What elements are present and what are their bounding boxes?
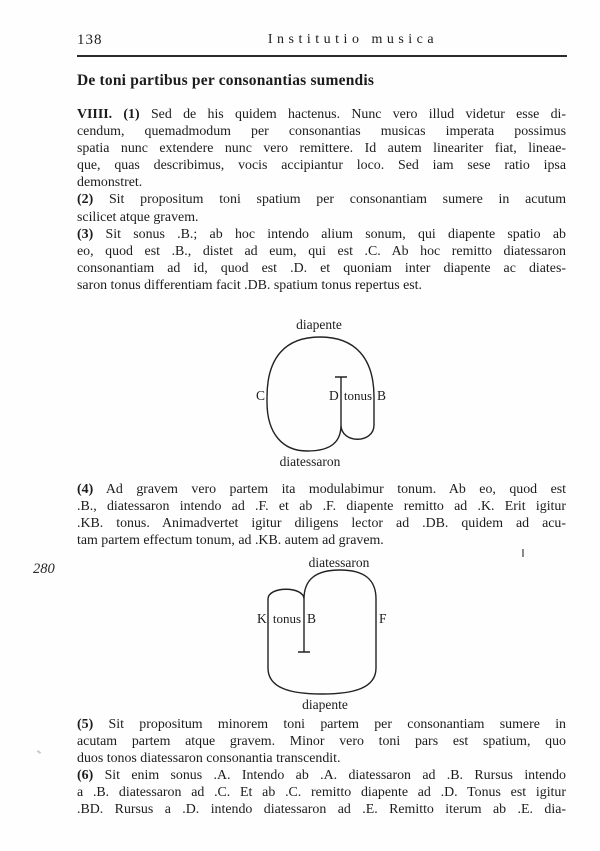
text-line: (6) Sit enim sonus .A. Intendo ab .A. diatessaron ad .B. Rursus intendo [77,768,566,784]
diagram1-letter-c: C [256,388,266,403]
text-line: scilicet atque gravem. [77,209,199,225]
diagram1-top-label: diapente [296,317,342,332]
scan-artifact-speck [37,750,41,754]
diagram1-tonus-label: tonus [343,388,373,403]
interval-diagram-acute [255,318,395,478]
scan-artifact-tick [522,549,524,557]
text-line: duos tonos diatessaron consonantia transcendit. [77,751,341,767]
text-line: .BD. Rursus a .D. intendo diatessaron ad .E. Remitto iterum ab .E. dia- [77,802,566,818]
diagram1-letter-b: B [377,388,387,403]
diagram1-letter-d: D [329,388,339,403]
text-line: (2) Sit propositum toni spatium per consonantiam sumere in acutum [77,192,566,208]
diagram2-bottom-label: diapente [302,697,348,712]
diagram1-bottom-label: diatessaron [279,454,341,469]
header-rule [77,55,567,57]
section-heading: De toni partibus per consonantias sumendis [77,72,375,89]
diagram2-tonus-label: tonus [272,611,302,626]
running-title: Institutio musica [267,32,439,47]
diagram2-letter-b: B [307,611,317,626]
text-line: (5) Sit propositum minorem toni partem per consonantiam sumere in [77,717,566,732]
text-line: (4) Ad gravem vero partem ita modulabimur tonum. Ab eo, quod est [77,482,566,497]
text-line: VIIII. (1) Sed de his quidem hactenus. Nunc vero illud videtur esse di- [77,107,567,122]
text-line: cendum, quemadmodum per consonantias musicas imperata possimus [77,124,566,140]
text-line: que, quas describimus, vocis accipiantur loco. Sed iam sese ratio ipsa [77,158,566,174]
paragraph-block-4 [77,481,566,549]
diagram2-top-label: diatessaron [308,555,370,570]
text-line: a .B. diatessaron ad .C. Et ab .C. remitto diapente ad .D. Tonus est igitur [77,785,566,801]
diagram-curve-path [268,570,376,694]
page-number: 138 [77,32,103,48]
text-line: tam partem effectum tonum, ad .KB. autem ad gravem. [77,533,384,549]
text-line: acutam partem atque gravem. Minor vero toni pars est spatium, quo [77,734,566,750]
diagram2-letter-f: F [379,611,387,626]
paragraph-block-viiii-1-3 [77,106,566,294]
text-line: consonantiam ad id, quod est .D. et quoniam inter diapente ac diates- [77,260,566,276]
interval-curves [255,556,395,716]
text-line: .KB. tonus. Animadvertet igitur diligens lector ad .DB. quidem ad acu- [77,516,566,532]
text-line: (3) Sit sonus .B.; ab hoc intendo alium sonum, qui diapente spatio ab [77,226,566,242]
text-line: spatia nunc extendere nunc vero remittere. Id autem lineariter fiat, lineae- [77,141,566,157]
text-line: demonstret. [77,175,143,191]
text-line: eo, quod est .B., distet ad eum, qui est .C. Ab hoc remitto diatessaron [77,243,566,259]
text-line: .B., diatessaron intendo ad .F. et ab .F. diapente remitto ad .K. Erit igitur [77,499,566,515]
margin-folio-number: 280 [33,561,55,577]
diagram2-letter-k: K [257,611,267,626]
interval-diagram-grave [255,556,395,716]
paragraph-block-5-6 [77,716,566,819]
text-line: saron tonus differentiam facit .DB. spatium tonus repertus est. [77,277,423,293]
